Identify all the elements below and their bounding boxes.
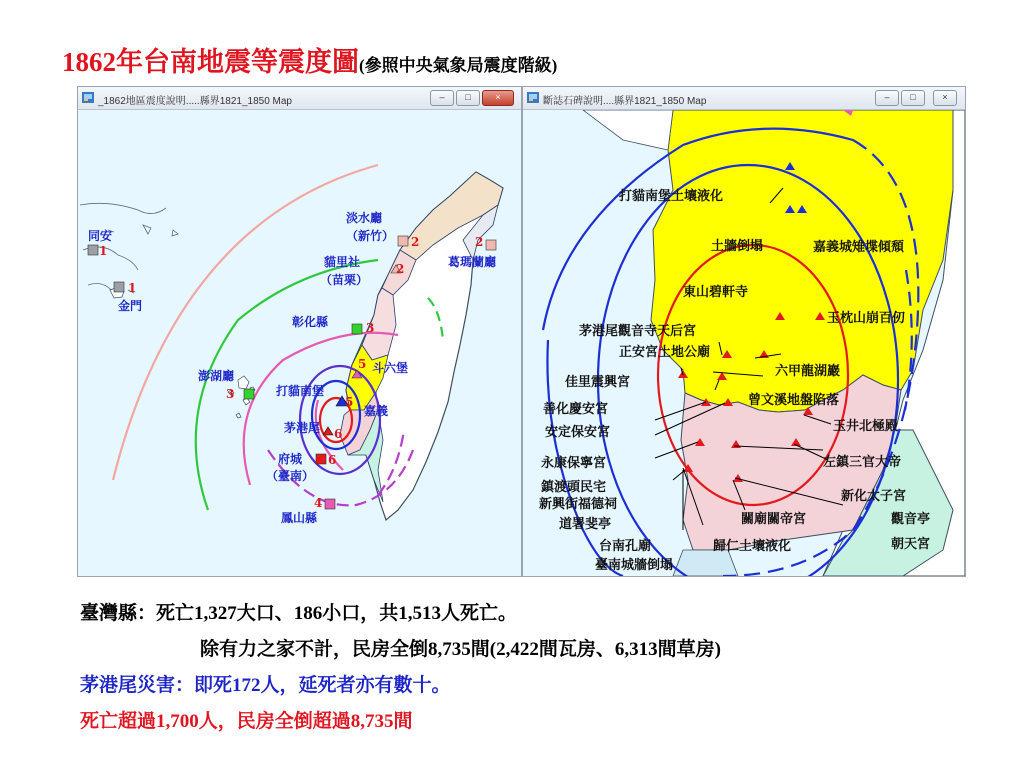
label-penghu: 澎湖廳 [198, 369, 235, 383]
slide-title-sub: (參照中央氣象局震度階級) [359, 56, 558, 75]
label-liujia: 六甲龍湖巖 [775, 364, 841, 379]
maximize-button[interactable]: □ [901, 90, 925, 106]
intensity-jinmen: 1 [128, 281, 137, 295]
label-maogangwei-temple: 茅港尾觀音寺天后宮 [579, 324, 697, 339]
label-damao-liquefaction: 打貓南堡土壤液化 [619, 189, 724, 204]
label-yongkang: 永康保寧宮 [541, 456, 607, 471]
label-chaotian: 朝天宮 [891, 537, 931, 552]
intensity-maoli: 2 [396, 262, 405, 276]
close-button[interactable]: × [482, 90, 514, 106]
intensity-fengshan: 4 [314, 496, 323, 510]
label-tongan: 同安 [88, 229, 113, 243]
label-fucheng-sub: （臺南） [266, 469, 315, 483]
label-guiren: 歸仁土壤液化 [713, 539, 792, 554]
minimize-button[interactable]: – [430, 90, 454, 106]
label-changhua: 彰化縣 [292, 315, 329, 329]
label-dongshan: 東山碧軒寺 [683, 285, 749, 300]
intensity-tamsui: 2 [411, 235, 420, 249]
close-button[interactable]: × [933, 90, 957, 106]
marker-gray-jinmen [114, 282, 124, 292]
label-anding: 安定保安宮 [545, 425, 611, 440]
right-detail-map [523, 110, 965, 576]
app-icon [527, 92, 539, 103]
label-jiayi: 嘉義 [364, 404, 389, 418]
label-yuzhen: 玉枕山崩百仞 [827, 311, 906, 326]
marker-gray-tongan [88, 245, 98, 255]
label-jinmen: 金門 [118, 299, 143, 313]
left-map-window [77, 86, 522, 577]
label-zengwen: 曾文溪地盤陷落 [748, 393, 840, 408]
slide-title-main: 1862年台南地震等震度圖 [62, 47, 359, 77]
label-zhengan: 正安宮土地公廟 [619, 345, 711, 360]
marker-pink-fengshan [325, 499, 335, 509]
intensity-damao: 5 [345, 395, 354, 409]
summary-maogangwei: 茅港尾災害：即死172人，延死者亦有數十。 [80, 675, 451, 696]
label-guanyinting: 觀音亭 [891, 512, 931, 527]
intensity-tongan: 1 [99, 244, 108, 258]
label-maogangwei: 茅港尾 [284, 421, 321, 435]
label-kavalan: 葛瑪蘭廳 [448, 255, 497, 269]
label-jiali: 佳里震興宮 [565, 375, 631, 390]
label-maoli-sub: （苗栗） [320, 273, 369, 287]
app-icon [82, 92, 94, 103]
label-confucius: 台南孔廟 [599, 539, 652, 554]
intensity-changhua: 3 [366, 321, 375, 335]
marker-green-penghu [244, 389, 254, 399]
right-map-window [522, 86, 966, 577]
minimize-button[interactable]: – [875, 90, 899, 106]
label-zuozhen: 左鎮三官大帝 [823, 455, 902, 470]
label-xinhua: 新化太子宮 [841, 489, 907, 504]
intensity-penghu: 3 [226, 387, 235, 401]
slide-title [62, 40, 557, 79]
intensity-maogangwei: 6 [334, 427, 343, 441]
marker-pink-kavalan [486, 240, 496, 250]
right-window-titlebar[interactable] [523, 87, 965, 110]
summary-houses: 除有力之家不計，民房全倒8,735間(2,422間瓦房、6,313間草房) [200, 639, 721, 660]
marker-green-changhua [352, 324, 362, 334]
label-fengshan: 鳳山縣 [281, 511, 318, 525]
label-damao: 打貓南堡 [276, 384, 325, 398]
maximize-button[interactable]: □ [456, 90, 480, 106]
label-tamsui: 淡水廳 [346, 211, 383, 225]
summary-total: 死亡超過1,700人，民房全倒超過8,735間 [80, 711, 413, 732]
right-window-title: 斷誌石碑說明....縣界1821_1850 Map [543, 96, 707, 107]
summary-taiwan-county: 臺灣縣：死亡1,327大口、186小口，共1,513人死亡。 [80, 603, 518, 624]
left-window-titlebar[interactable] [78, 87, 521, 110]
intensity-douliu: 5 [358, 357, 367, 371]
label-shanhua: 善化慶安宮 [543, 402, 609, 417]
intensity-fucheng: 6 [328, 453, 337, 467]
label-daoshu: 道署斐亭 [559, 517, 612, 532]
intensity-kavalan: 2 [475, 235, 484, 249]
label-fucheng: 府城 [278, 452, 303, 466]
label-douliu: 斗六堡 [372, 361, 409, 375]
label-zhenzhutou: 鎮渡頭民宅 [541, 480, 607, 495]
label-jiayi-wall: 嘉義城雉堞傾頹 [813, 240, 905, 255]
label-guanmiao: 關廟關帝宮 [741, 512, 807, 527]
left-intensity-map [78, 110, 521, 576]
label-yujing: 玉井北極殿 [833, 419, 899, 434]
marker-red-fucheng [316, 454, 326, 464]
label-tamsui-sub: （新竹） [346, 229, 395, 243]
label-xinxing: 新興街福德祠 [539, 497, 618, 512]
left-window-title: _1862地區震度說明.....縣界1821_1850 Map [98, 96, 292, 107]
label-maoli: 貓里社 [324, 255, 361, 269]
label-tuqiang: 土牆倒塌 [711, 239, 764, 254]
marker-pink-tamsui [398, 236, 408, 246]
label-city-wall: 臺南城牆倒塌 [595, 558, 674, 573]
